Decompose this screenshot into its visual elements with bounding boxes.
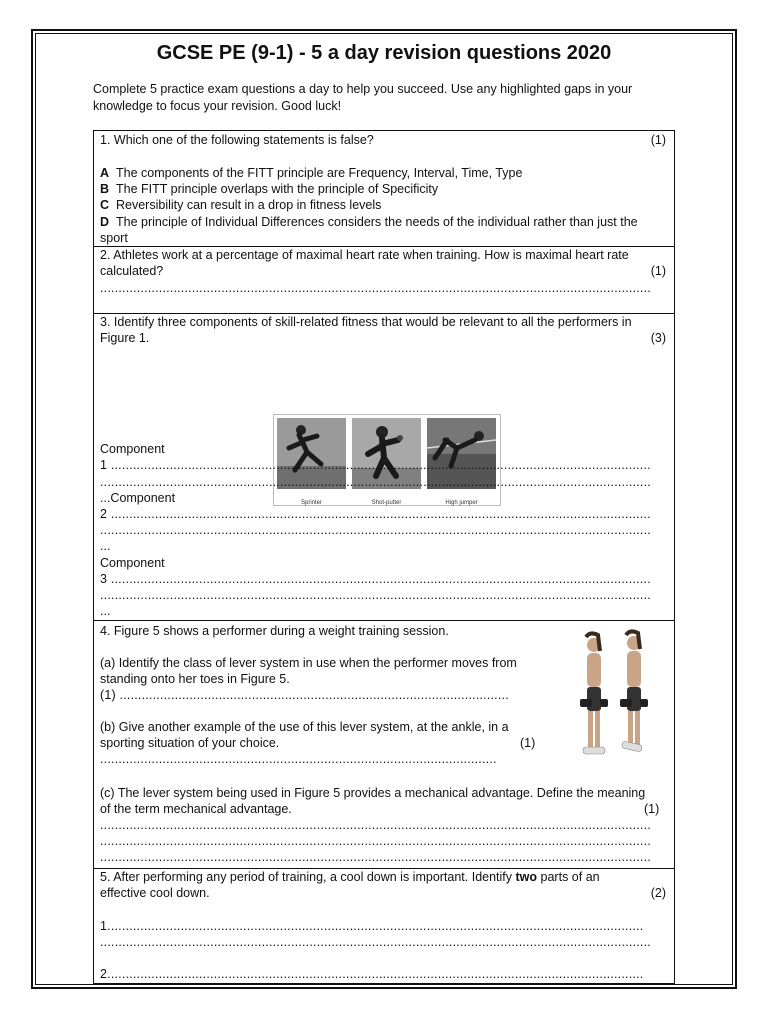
q3-component-label-2: ...Component <box>100 491 176 505</box>
q5-marks: (2) <box>650 886 666 900</box>
q4a-line2: standing onto her toes in Figure 5. <box>100 672 290 686</box>
q2-text-line2: calculated? <box>100 264 164 278</box>
figure-5-weight-training <box>572 629 668 764</box>
q4b-line2: sporting situation of your choice. <box>100 736 280 750</box>
q4c-line1: (c) The lever system being used in Figure 5 provides a mechanical advantage. Define the meaning <box>100 786 646 800</box>
q4b-line1: (b) Give another example of the use of this lever system, at the ankle, in a <box>100 720 509 734</box>
questions-table <box>93 130 675 984</box>
q4a-line1: (a) Identify the class of lever system in use when the performer moves from <box>100 656 517 670</box>
q5-answer-1-cont[interactable]: ...................................................................................................................................................... <box>100 935 651 949</box>
question-5 <box>94 869 674 983</box>
q4c-answer-3[interactable]: ...................................................................................................................................................... <box>100 850 651 864</box>
q5-answer-1[interactable]: 1.................................................................................................................................................. <box>100 919 644 933</box>
q3-marks: (3) <box>650 331 666 345</box>
q4c-marks: (1) <box>644 802 660 816</box>
caption-high-jumper: High jumper <box>445 500 478 506</box>
q3-text-line2: Figure 1. <box>100 331 150 345</box>
q3-answer-1-cont[interactable]: ...................................................................................................................................................... <box>100 475 651 489</box>
q4c-answer-2[interactable]: ...................................................................................................................................................... <box>100 834 651 848</box>
q3-answer-1[interactable]: 1 ................................................................................................................................................... <box>100 458 651 472</box>
caption-shot-putter: Shot-putter <box>371 500 402 506</box>
question-4 <box>94 621 674 869</box>
question-3 <box>94 314 674 621</box>
q5-text-line2: effective cool down. <box>100 886 210 900</box>
caption-sprinter: Sprinter <box>300 500 322 506</box>
page-title: GCSE PE (9-1) - 5 a day revision questions 2020 <box>156 42 612 64</box>
q1-text: 1. Which one of the following statements is false? <box>100 133 374 147</box>
q1-option-d-cont: sport <box>100 231 128 245</box>
q1-option-a[interactable]: A The components of the FITT principle are Frequency, Interval, Time, Type <box>100 166 523 180</box>
q1-marks: (1) <box>650 133 666 147</box>
q1-option-d[interactable]: D The principle of Individual Differences considers the needs of the individual rather than just the <box>100 215 638 229</box>
q3-text-line1: 3. Identify three components of skill-related fitness that would be relevant to all the performers in <box>100 315 632 329</box>
q4c-answer-1[interactable]: ...................................................................................................................................................... <box>100 818 651 832</box>
question-1 <box>94 131 674 247</box>
intro-text: Complete 5 practice exam questions a day to help you succeed. Use any highlighted gaps in your knowledge to focus your revision. Good luck! <box>93 82 633 113</box>
q2-answer-line[interactable]: ...................................................................................................................................................... <box>100 281 651 295</box>
q5-answer-2[interactable]: 2.................................................................................................................................................. <box>100 967 644 981</box>
q4b-marks: (1) <box>520 736 536 750</box>
q5-text-line1: 5. After performing any period of training, a cool down is important. Identify two parts of an <box>100 870 600 884</box>
q4c-line2: of the term mechanical advantage. <box>100 802 292 816</box>
q3-answer-3-tail: ... <box>100 604 111 618</box>
q3-component-label-3: Component <box>100 556 165 570</box>
q3-answer-3-cont[interactable]: ...................................................................................................................................................... <box>100 588 651 602</box>
q3-answer-2[interactable]: 2 ................................................................................................................................................... <box>100 507 651 521</box>
q1-option-c[interactable]: C Reversibility can result in a drop in fitness levels <box>100 198 382 212</box>
q2-marks: (1) <box>650 264 666 278</box>
q1-option-b[interactable]: B The FITT principle overlaps with the principle of Specificity <box>100 182 439 196</box>
q4b-answer[interactable]: ............................................................................................................ <box>100 752 497 766</box>
q3-answer-2-tail: ... <box>100 539 111 553</box>
q2-text-line1: 2. Athletes work at a percentage of maximal heart rate when training. How is maximal heart rate <box>100 248 629 262</box>
q3-answer-3[interactable]: 3 ................................................................................................................................................... <box>100 572 651 586</box>
q3-answer-2-cont[interactable]: ...................................................................................................................................................... <box>100 523 651 537</box>
q4-intro: 4. Figure 5 shows a performer during a weight training session. <box>100 624 449 638</box>
question-2 <box>94 247 674 314</box>
q4a-answer[interactable]: (1) .......................................................................................................... <box>100 688 509 702</box>
q3-component-label-1: Component <box>100 442 165 456</box>
